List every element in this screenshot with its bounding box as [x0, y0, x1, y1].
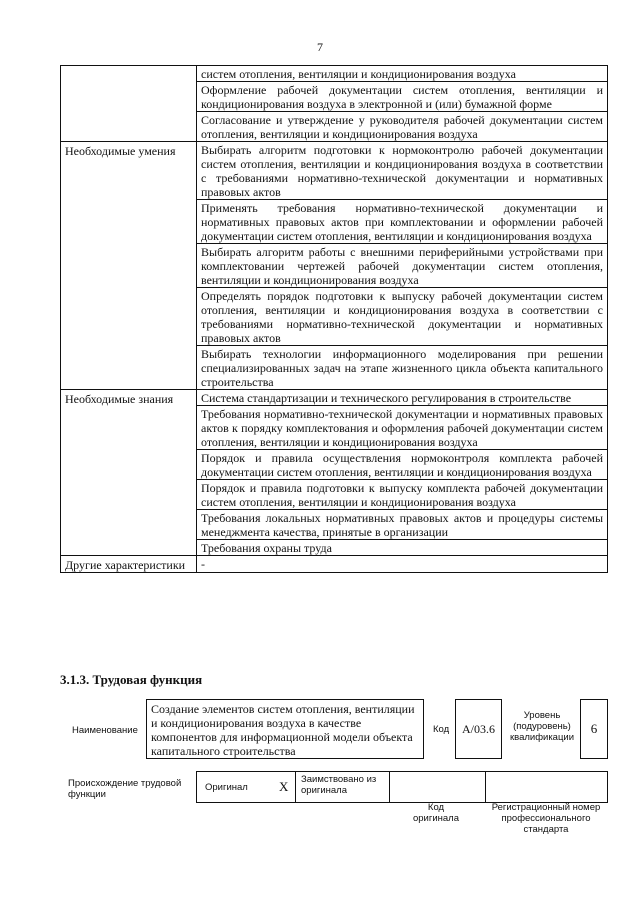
table-row — [61, 66, 608, 82]
row-label-knowledge: Необходимые знания — [61, 390, 197, 556]
table-cell: Применять требования нормативно-технической документации и нормативных правовых актов при комплектовании и оформлении рабочей документации систем отопления, вентиляции и кондиционирования воздуха — [197, 200, 608, 244]
code-label: Код — [433, 724, 450, 735]
original-label: Оригинал — [205, 782, 248, 793]
divider — [485, 772, 486, 802]
original-mark: X — [279, 779, 289, 794]
page-number: 7 — [317, 40, 323, 54]
table-cell: Система стандартизации и технического регулирования в строительстве — [197, 390, 608, 406]
code-field: А/03.6 — [455, 699, 502, 759]
function-name-field: Создание элементов систем отопления, вентиляции и кондиционирования воздуха в качестве компонентов для информационной модели объекта капитального строительства — [146, 699, 424, 759]
table-row — [61, 390, 608, 406]
table-cell: Требования локальных нормативных правовых актов и процедуры системы менеджмента качества, принятые в организации — [197, 510, 608, 540]
origin-label: Происхождение трудовой функции — [68, 778, 182, 800]
code-caption: Код оригинала — [412, 802, 459, 824]
table-cell: Порядок и правила подготовки к выпуску комплекта рабочей документации систем отопления, вентиляции и кондиционирования воздуха — [197, 480, 608, 510]
table-row — [61, 142, 608, 200]
table-cell: Порядок и правила осуществления нормоконтроля комплекта рабочей документации систем отопления, вентиляции и кондиционирования воздуха — [197, 450, 608, 480]
table-cell: систем отопления, вентиляции и кондиционирования воздуха — [197, 66, 608, 82]
table-cell: Определять порядок подготовки к выпуску рабочей документации систем отопления, вентиляции и кондиционирования воздуха в соответствии с требованиями нормативно-технической документации и нормативных правовых актов — [197, 288, 608, 346]
divider — [389, 772, 390, 802]
row-label-skills: Необходимые умения — [61, 142, 197, 390]
origin-row — [196, 771, 608, 803]
divider — [295, 772, 296, 802]
table-cell: Выбирать технологии информационного моделирования при решении специализированных задач на этапе жизненного цикла объекта капитального строительства — [197, 346, 608, 390]
skills-knowledge-table — [60, 65, 608, 573]
table-cell: Требования охраны труда — [197, 540, 608, 556]
table-cell: Выбирать алгоритм работы с внешними периферийными устройствами при комплектовании чертежей рабочей документации систем отопления, вентиляции и кондиционирования воздуха — [197, 244, 608, 288]
row-label-other: Другие характеристики — [61, 556, 197, 573]
level-label: Уровень (подуровень) квалификации — [509, 710, 575, 743]
level-field: 6 — [580, 699, 608, 759]
section-title: 3.1.3. Трудовая функция — [60, 672, 203, 687]
table-cell: Выбирать алгоритм подготовки к нормоконтролю рабочей документации систем отопления, вентиляции и кондиционирования воздуха в соответствии с требованиями нормативно-технической документации и нормативных правовых актов — [197, 142, 608, 200]
table-cell: Согласование и утверждение у руководителя рабочей документации систем отопления, вентиляции и кондиционирования воздуха — [197, 112, 608, 142]
table-row — [61, 556, 608, 573]
name-label: Наименование — [72, 725, 138, 736]
borrowed-label: Заимствовано из оригинала — [301, 774, 377, 796]
reg-number-caption: Регистрационный номер профессионального стандарта — [491, 802, 601, 835]
table-cell: - — [197, 556, 608, 573]
table-cell: Требования нормативно-технической документации и нормативных правовых актов к порядку комплектования и оформления рабочей документации систем отопления, вентиляции и кондиционирования воздуха — [197, 406, 608, 450]
row-label — [61, 66, 197, 142]
table-cell: Оформление рабочей документации систем отопления, вентиляции и кондиционирования воздуха в электронной и (или) бумажной форме — [197, 82, 608, 112]
